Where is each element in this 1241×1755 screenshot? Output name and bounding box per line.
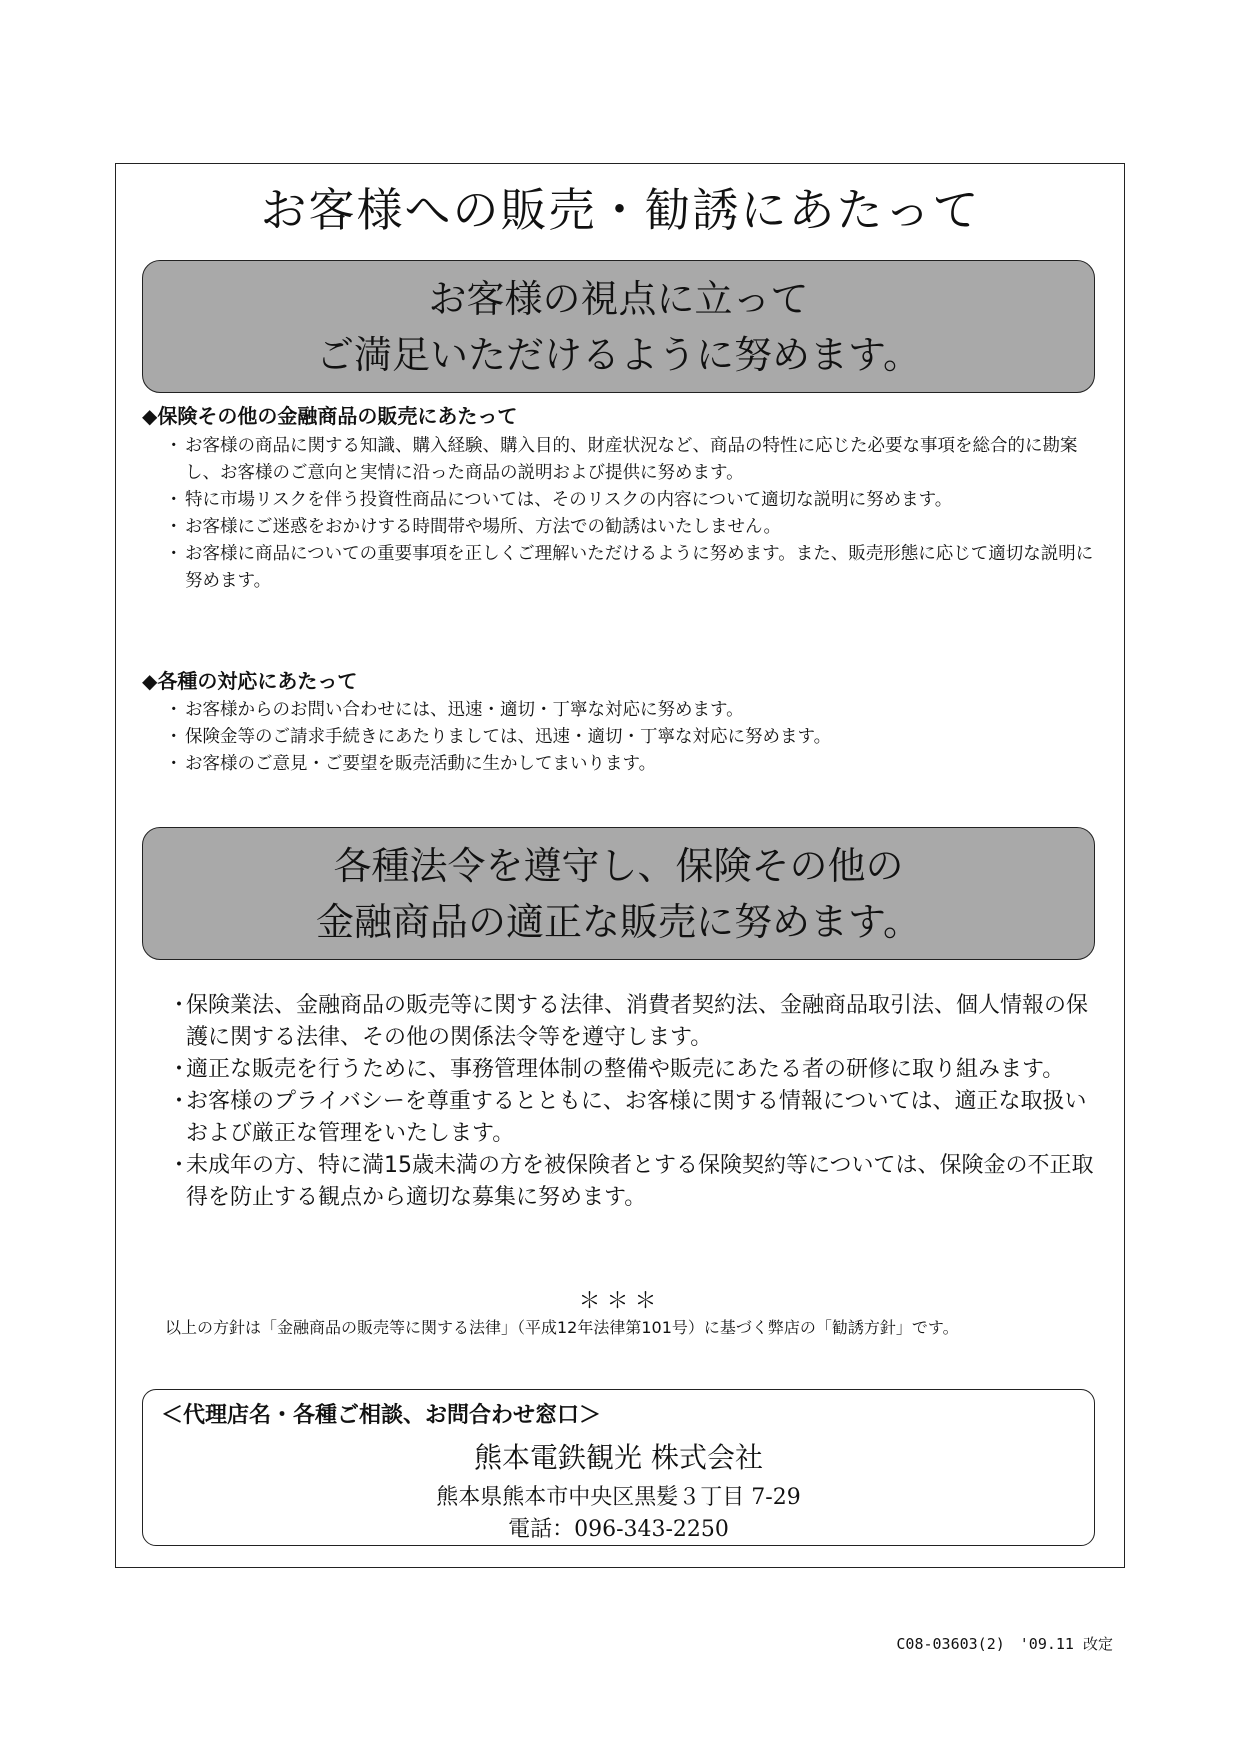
- bullet-icon: ・: [168, 1153, 191, 1178]
- contact-box: [142, 1389, 1095, 1546]
- company-phone: 電話：096-343-2250: [508, 1517, 729, 1542]
- bullet-icon: ・: [168, 993, 191, 1018]
- banner-compliance: [142, 827, 1095, 960]
- list-item-text: お客様からのお問い合わせには、迅速・適切・丁寧な対応に努めます。: [185, 700, 744, 720]
- sales-policy-list: [165, 433, 1105, 595]
- section-heading-response: [142, 668, 357, 694]
- diamond-icon: ◆: [142, 669, 158, 693]
- list-item: [165, 541, 1105, 595]
- banner-line: お客様の視点に立って: [428, 277, 809, 321]
- list-item-text: 特に市場リスクを伴う投資性商品については、そのリスクの内容について適切な説明に努めます。: [185, 490, 953, 510]
- bullet-icon: ・: [165, 544, 183, 564]
- bullet-icon: ・: [165, 436, 183, 456]
- company-address: 熊本県熊本市中央区黒髪３丁目 7-29: [436, 1485, 801, 1510]
- bullet-icon: ・: [168, 1089, 191, 1114]
- list-item: [168, 1086, 1103, 1150]
- contact-heading: ＜代理店名・各種ご相談、お問合わせ窓口＞: [161, 1403, 602, 1428]
- banner-customer-viewpoint: [142, 260, 1095, 393]
- section-heading-text: 保険その他の金融商品の販売にあたって: [157, 404, 518, 428]
- document-code: C08-03603(2) '09.11 改定: [896, 1635, 1113, 1653]
- compliance-list: [168, 990, 1103, 1214]
- bullet-icon: ・: [165, 727, 183, 747]
- list-item: [165, 487, 1105, 514]
- list-item-text: 未成年の方、特に満15歳未満の方を被保険者とする保険契約等については、保険金の不正取得を防止する観点から適切な募集に努めます。: [186, 1153, 1094, 1210]
- list-item: [165, 433, 1105, 487]
- banner-line: 金融商品の適正な販売に努めます。: [316, 900, 921, 944]
- company-name: 熊本電鉄観光 株式会社: [474, 1441, 763, 1474]
- list-item-text: 保険金等のご請求手続きにあたりましては、迅速・適切・丁寧な対応に努めます。: [185, 727, 832, 747]
- list-item-text: お客様にご迷惑をおかけする時間帯や場所、方法での勧誘はいたしません。: [185, 517, 782, 537]
- list-item: [165, 751, 1105, 778]
- diamond-icon: ◆: [142, 404, 158, 428]
- list-item: [168, 1054, 1103, 1086]
- policy-note: 以上の方針は「金融商品の販売等に関する法律」（平成12年法律第101号）に基づく弊店の「勧誘方針」です。: [165, 1318, 959, 1337]
- list-item: [165, 514, 1105, 541]
- bullet-icon: ・: [168, 1057, 191, 1082]
- list-item: [165, 724, 1105, 751]
- bullet-icon: ・: [165, 517, 183, 537]
- response-policy-list: [165, 697, 1105, 778]
- list-item: [168, 990, 1103, 1054]
- list-item-text: 保険業法、金融商品の販売等に関する法律、消費者契約法、金融商品取引法、個人情報の保護に関する法律、その他の関係法令等を遵守します。: [186, 993, 1089, 1050]
- banner-line: 各種法令を遵守し、保険その他の: [333, 844, 904, 888]
- list-item: [168, 1150, 1103, 1214]
- list-item-text: 適正な販売を行うために、事務管理体制の整備や販売にあたる者の研修に取り組みます。: [186, 1057, 1065, 1082]
- list-item-text: お客様のご意見・ご要望を販売活動に生かしてまいります。: [185, 754, 657, 774]
- page-title: お客様への販売・勧誘にあたって: [260, 183, 981, 237]
- bullet-icon: ・: [165, 700, 183, 720]
- list-item-text: お客様のプライバシーを尊重するとともに、お客様に関する情報については、適正な取扱いおよび厳正な管理をいたします。: [186, 1089, 1087, 1146]
- list-item: [165, 697, 1105, 724]
- separator-stars: ＊＊＊: [578, 1289, 663, 1314]
- bullet-icon: ・: [165, 754, 183, 774]
- section-heading-text: 各種の対応にあたって: [157, 669, 358, 693]
- section-heading-sales: [142, 403, 517, 429]
- banner-line: ご満足いただけるように努めます。: [316, 333, 921, 377]
- list-item-text: お客様に商品についての重要事項を正しくご理解いただけるように努めます。また、販売形態に応じて適切な説明に努めます。: [185, 544, 1094, 591]
- bullet-icon: ・: [165, 490, 183, 510]
- list-item-text: お客様の商品に関する知識、購入経験、購入目的、財産状況など、商品の特性に応じた必要な事項を総合的に勘案し、お客様のご意向と実情に沿った商品の説明および提供に努めます。: [185, 436, 1078, 483]
